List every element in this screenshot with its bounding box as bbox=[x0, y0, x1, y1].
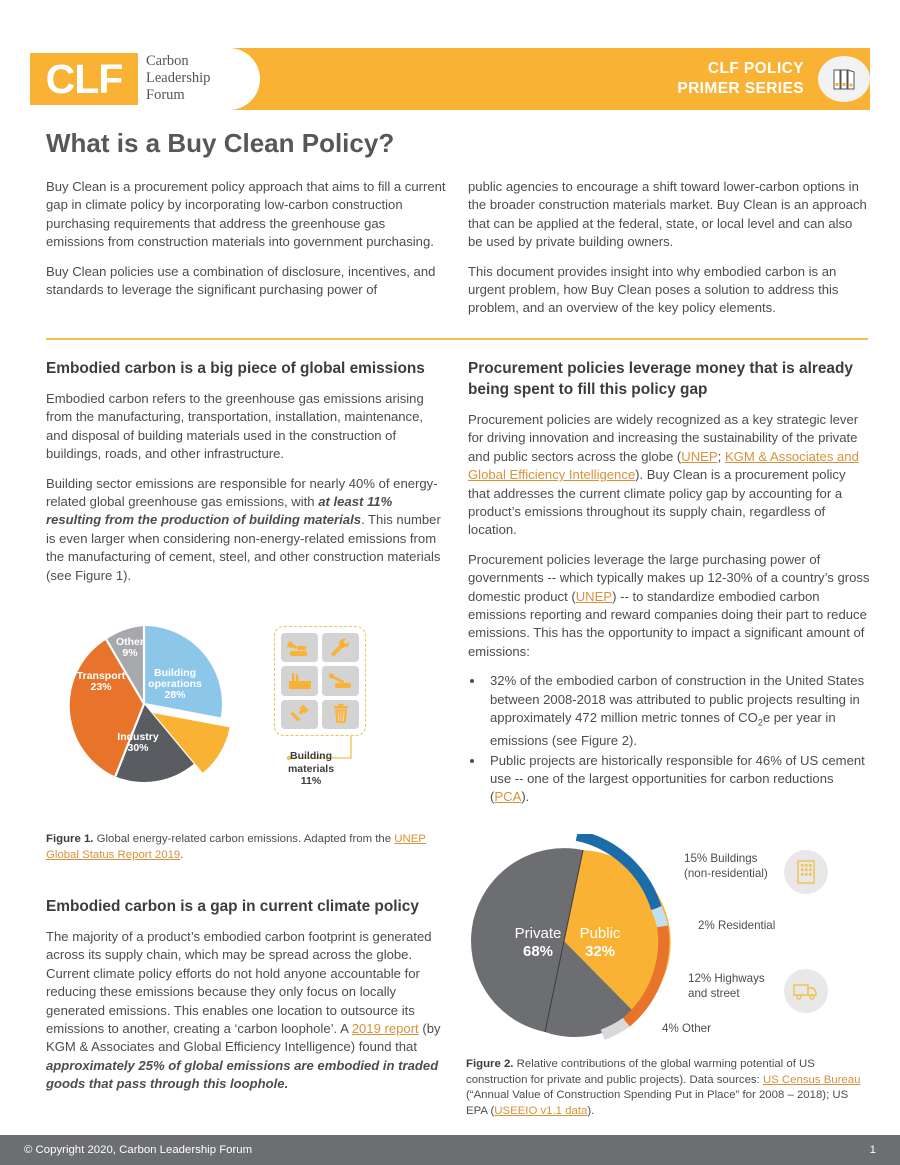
svg-text:28%: 28% bbox=[164, 689, 186, 701]
figure-2-caption-text-b: ). bbox=[587, 1104, 595, 1117]
figure-2-label-residential: 2% Residential bbox=[698, 919, 776, 932]
figure-2-label-highways: 12% Highways and street bbox=[688, 972, 765, 1000]
p1-part-a: Procurement policies are widely recognized as a key strategic lever for driving innovation and increasing the sustainability of the private and public sectors across the globe ( bbox=[468, 412, 859, 464]
bullet1-part-b: e per year in emissions (see Figure 2). bbox=[490, 710, 836, 749]
logo-word-forum: Forum bbox=[146, 87, 185, 103]
list-item bbox=[485, 752, 870, 807]
callout-line-3: 11% bbox=[300, 775, 322, 787]
page-title: What is a Buy Clean Policy? bbox=[46, 128, 395, 158]
p1-part-b: (by KGM & Associates and Global Efficiency Intelligence) found that bbox=[46, 1021, 441, 1055]
trash-icon bbox=[322, 700, 359, 729]
page-footer bbox=[0, 1135, 900, 1165]
section-heading: Embodied carbon is a gap in current climate policy bbox=[46, 898, 419, 915]
link-us-census-bureau[interactable]: US Census Bureau bbox=[762, 1073, 861, 1086]
section-left1-p1: Embodied carbon refers to the greenhouse gas emissions arising from the manufacturing, transportation, installation, maintenance, and disposal of building materials used in the construction of buildings, roads, and other infrastructure. bbox=[46, 391, 424, 462]
p1-part-a: The majority of a product’s embodied carbon footprint is generated across its supply chain, which may be spread across the globe. Current climate policy efforts do not hold anyone accountable for reducing these emissions because they only focus on locally generated emissions. This enables one location to outsource its emissions to another, creating a ‘carbon loophole’. A bbox=[46, 929, 432, 1037]
link-useeio-data[interactable]: USEEIO v1.1 data bbox=[494, 1104, 588, 1117]
section-procurement-policies bbox=[468, 358, 870, 808]
intro-right-p1: public agencies to encourage a shift toward lower-carbon options in the broader construction materials market. Buy Clean is an approach that can be applied at the federal, state, or local level and can also be used by private building owners. bbox=[468, 179, 867, 250]
svg-text:Other: Other bbox=[115, 636, 145, 648]
section-embodied-carbon-global bbox=[46, 358, 448, 585]
figure-2-label-buildings: 15% Buildings (non-residential) bbox=[684, 852, 768, 880]
figure-1 bbox=[46, 612, 448, 817]
intro-column-left bbox=[46, 178, 446, 299]
link-unep-global-status-report[interactable]: UNEP Global Status Report 2019 bbox=[46, 833, 426, 861]
p1-emphasis: approximately 25% of global emissions are embodied in traded goods that pass through this loophole. bbox=[46, 1057, 439, 1092]
p1-part-b: ). Buy Clean is a procurement policy that addresses the current climate policy gap by accounting for a product’s emissions throughout its supply chain, regardless of location. bbox=[468, 467, 846, 538]
section-right1-p2 bbox=[468, 551, 870, 661]
hammer-icon bbox=[281, 700, 318, 729]
figure-2-caption-label: Figure 2. bbox=[466, 1058, 514, 1070]
svg-text:Industry: Industry bbox=[117, 731, 159, 743]
svg-text:Building: Building bbox=[154, 667, 196, 679]
header-title-line1: CLF POLICY bbox=[707, 60, 804, 77]
logo-word-carbon: Carbon bbox=[146, 53, 189, 69]
intro-right-p2: This document provides insight into why embodied carbon is an urgent problem, how Buy Clean poses a solution to address this problem, and an overview of the key policy elements. bbox=[468, 263, 839, 316]
section-heading: Procurement policies leverage money that is already being spent to fill this policy gap bbox=[468, 360, 853, 398]
header-right-group bbox=[677, 48, 870, 110]
svg-text:68%: 68% bbox=[522, 943, 554, 960]
figure-2-caption-text-a: Relative contributions of the global warming potential of US construction for private and public projects). Data sources: bbox=[466, 1058, 815, 1086]
svg-text:9%: 9% bbox=[122, 647, 138, 659]
crane-icon bbox=[322, 666, 359, 695]
section-embodied-carbon-gap bbox=[46, 896, 448, 1094]
svg-text:operations: operations bbox=[148, 678, 202, 690]
figure-1-caption-text-a: Global energy-related carbon emissions. Adapted from the bbox=[93, 833, 395, 845]
intro-column-right bbox=[468, 178, 868, 318]
bullet1-subscript: 2 bbox=[757, 717, 763, 728]
figure-1-caption-text-b: . bbox=[180, 848, 184, 861]
svg-text:30%: 30% bbox=[127, 742, 149, 754]
clf-logo-letters: CLF bbox=[45, 55, 123, 102]
callout-line-1: Building bbox=[290, 750, 332, 762]
figure-1-caption-label: Figure 1. bbox=[46, 833, 94, 845]
figure-2-caption-text-mid: (“Annual Value of Construction Spending Put in Place” for 2008 – 2018); US EPA ( bbox=[466, 1089, 849, 1117]
construction-icon-grid bbox=[274, 626, 366, 736]
logo-word-leadership: Leadership bbox=[146, 70, 211, 86]
binders-icon bbox=[818, 56, 870, 102]
bullet2-part-b: ). bbox=[521, 789, 530, 805]
figure-1-pie-chart bbox=[46, 612, 276, 797]
figure-1-caption bbox=[46, 832, 448, 863]
bullet1-part-a: 32% of the embodied carbon of construction in the United States between 2008-2018 was attributed to public projects resulting in approximately 472 million metric tonnes of CO bbox=[490, 673, 865, 726]
svg-text:32%: 32% bbox=[584, 943, 616, 960]
link-kgm-associates[interactable]: KGM & Associates and Global Efficiency Intelligence bbox=[468, 448, 859, 483]
clf-logo-wordmark bbox=[146, 53, 210, 104]
section-heading: Embodied carbon is a big piece of global emissions bbox=[46, 360, 425, 377]
footer-copyright: © Copyright 2020, Carbon Leadership Forum bbox=[24, 1144, 253, 1156]
ring-residential bbox=[656, 908, 662, 926]
callout-line-2: materials bbox=[287, 762, 335, 775]
p2-part-b: ) -- to standardize embodied carbon emissions reporting and reward companies doing their part to reduce emissions. This has the opportunity to impact a significant amount of emissions: bbox=[468, 588, 867, 659]
svg-text:Public: Public bbox=[579, 925, 621, 942]
header-title-line2: PRIMER SERIES bbox=[677, 80, 804, 97]
svg-text:23%: 23% bbox=[90, 681, 112, 693]
p2-part-a: Procurement policies leverage the large purchasing power of governments -- which typically makes up 12-30% of a country’s gross domestic product ( bbox=[468, 551, 870, 604]
figure-2 bbox=[466, 834, 870, 1052]
figure-1-callout-label bbox=[274, 750, 348, 788]
link-unep-1[interactable]: UNEP bbox=[681, 448, 718, 464]
factory-icon bbox=[281, 666, 318, 695]
building-icon bbox=[784, 850, 828, 894]
p1-mid: ; bbox=[717, 448, 725, 464]
footer-page-number: 1 bbox=[869, 1144, 876, 1156]
intro-left-p2: Buy Clean policies use a combination of disclosure, incentives, and standards to leverage the significant purchasing power of bbox=[46, 263, 436, 298]
section-left1-p2 bbox=[46, 475, 448, 585]
emissions-bullet-list bbox=[485, 672, 870, 806]
svg-text:Private: Private bbox=[514, 925, 562, 942]
intro-left-p1: Buy Clean is a procurement policy approach that aims to fill a current gap in climate policy by incorporating low-carbon construction purchasing requirements that address the greenhouse gas emissions from construction materials into government purchasing. bbox=[46, 179, 446, 250]
figure-2-label-other: 4% Other bbox=[662, 1022, 711, 1035]
excavator-icon bbox=[281, 633, 318, 662]
section-right1-p1 bbox=[468, 411, 870, 540]
section-left2-p1 bbox=[46, 928, 448, 1094]
page-header bbox=[0, 48, 900, 110]
list-item bbox=[485, 672, 870, 750]
figure-2-donut-chart bbox=[466, 834, 716, 1049]
section-divider bbox=[46, 338, 868, 340]
link-unep-2[interactable]: UNEP bbox=[575, 588, 613, 604]
header-series-title bbox=[677, 59, 804, 99]
wrench-icon bbox=[322, 633, 359, 662]
svg-text:Transport: Transport bbox=[76, 670, 126, 682]
bullet2-part-a: Public projects are historically responsible for 46% of US cement use -- one of the largest opportunities for carbon reductions ( bbox=[490, 752, 865, 805]
figure-2-caption bbox=[466, 1057, 870, 1119]
p2-emphasis: at least 11% resulting from the production of building materials bbox=[46, 494, 393, 528]
truck-icon bbox=[784, 969, 828, 1013]
p2-part-b: . This number is even larger when considering non-energy-related emissions from the manufacturing of cement, steel, and other construction materials (see Figure 1). bbox=[46, 512, 441, 583]
clf-logo bbox=[30, 53, 138, 105]
p2-part-a: Building sector emissions are responsible for nearly 40% of energy-related global greenhouse gas emissions, with bbox=[46, 475, 438, 510]
link-pca[interactable]: PCA bbox=[494, 789, 522, 805]
link-2019-report[interactable]: 2019 report bbox=[351, 1021, 419, 1037]
